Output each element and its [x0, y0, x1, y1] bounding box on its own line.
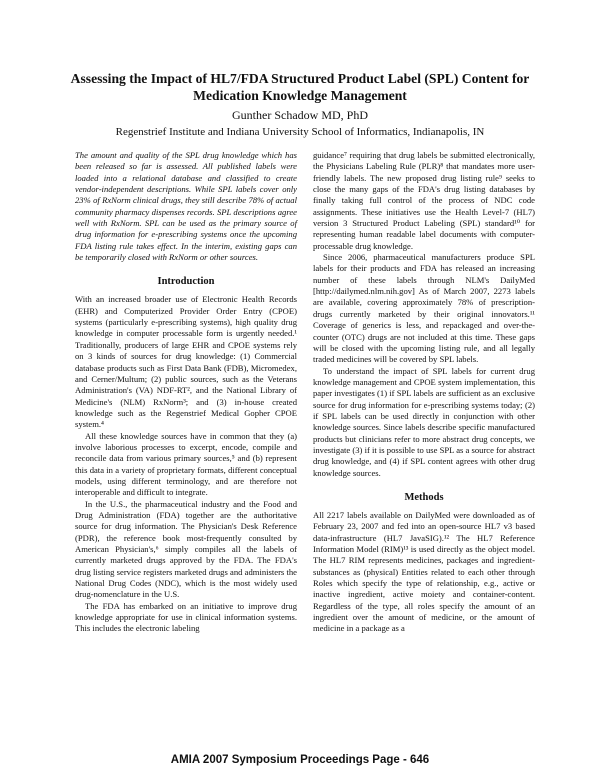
intro-paragraph: With an increased broader use of Electronic Health Records (EHR) and Computerized Provider Order Entry (CPOE) systems (particularly e-prescribing systems), high quality drug knowledge in computer processable form is urgently needed.¹ Traditionally, producers of large EHR and CPOE systems rely on 3 kinds of sources for drug knowledge: (1) Commercial database products such as First Data Bank (FDB), Micromedex, and Cerner/Multum; (2) public sources, such as the Veterans Administration's (VA) NDF-RT², and the National Library of Medicine's (NLM) RxNorm³; and (3) in-house created knowledge such as the Regenstrief Medical Gopher CPOE system.⁴: [75, 294, 297, 430]
page-footer: AMIA 2007 Symposium Proceedings Page - 646: [170, 754, 430, 766]
body-paragraph: To understand the impact of SPL labels for current drug knowledge management and CPOE system implementation, this paper investigates (1) if SPL labels are sufficient as an exclusive source for drug information for e-prescribing systems today; (2) if SPL labels can be used directly in conjunction with other knowledge sources. Since labels describe specific manufactured products but clinicians refer to more abstract drug concepts, we investigate (3) if it is possible to use SPL as a source for abstract drug knowledge, and (4) if SPL content agrees with other drug knowledge sources.: [313, 365, 535, 478]
author-line: Gunther Schadow MD, PhD: [232, 108, 368, 122]
methods-heading: Methods: [404, 491, 444, 503]
intro-paragraph: In the U.S., the pharmaceutical industry and the Food and Drug Administration (FDA) together are the authoritative source for drug information. The Physician's Desk Reference (PDR), the reference book most-frequently consulted by American Physician's,⁶ simply compiles all the labels of currently marketed drugs approved by the FDA. The FDA's drug listing service registers marketed drugs and administers the National Drug Codes (NDC), which is the most widely used drug-nomenclature in the U.S.: [75, 498, 297, 600]
methods-paragraph: All 2217 labels available on DailyMed were downloaded as of February 23, 2007 and fed into an open-source HL7 v3 based data-infrastructure (HL7 JavaSIG).¹² The HL7 Reference Information Model (RIM)¹³ is used directly as the object model. The HL7 RIM represents medicines, packages and ingredient-substances as (physical) Entities related to each other through Roles which specify the type of relationship, e.g., active or inactive ingredient, active moiety and container-content. Regardless of the type, all roles specify the amount of an ingredient over the amount of medicine, or the amount of medicine in a package as a: [313, 509, 535, 634]
introduction-heading: Introduction: [157, 276, 215, 288]
affiliation-line: Regenstrief Institute and Indiana University School of Informatics, Indianapolis, IN: [115, 126, 485, 138]
abstract-paragraph: The amount and quality of the SPL drug knowledge which has been released so far is assessed. All published labels were loaded into a relational database and classified to create vendor-independent descriptions. While SPL labels cover only 23% of RxNorm clinical drugs, they still describe 78% of actual community pharmacy dispenses records. SPL descriptions agree well with RxNorm. SPL can be used as the primary source of drug information for e-prescribing systems once the upcoming FDA listing rule takes effect. In the interim, existing gaps can be temporarily closed with RxNorm or other sources.: [75, 150, 297, 263]
right-column: [313, 150, 535, 635]
intro-paragraph: The FDA has embarked on an initiative to improve drug knowledge appropriate for use in clinical information systems. This includes the electronic labeling: [75, 600, 297, 634]
left-column: [75, 150, 297, 635]
body-paragraph: guidance⁷ requiring that drug labels be submitted electronically, the Physicians Labeling Rule (PLR)⁸ that mandates more user-friendly labels. The new proposed drug listing rule⁹ seeks to close the many gaps of the FDA's drug listing databases by finally taking full control of the process of NDC code assignments. These initiatives use the Health Level-7 (HL7) version 3 Structured Product Labeling (SPL) standard¹⁰ for representing human readable label documents with computer-processable drug knowledge.: [313, 150, 535, 251]
paper-title: Assessing the Impact of HL7/FDA Structured Product Label (SPL) Content for Medication Knowledge Management: [70, 71, 530, 103]
body-paragraph: Since 2006, pharmaceutical manufacturers produce SPL labels for their products and FDA has released an increasing number of these labels through NLM's DailyMed [http://dailymed.nlm.nih.gov] As of March 2007, 2273 labels are available, covering approximately 78% of prescription-drugs currently marketed by their original innovators.¹¹ Coverage of generics is less, and repackaged and over-the-counter (OTC) drugs are not included at this time. These gaps will be closed with the upcoming listing rule, and all legally traded medicines will be covered by SPL labels.: [313, 252, 535, 365]
intro-paragraph: All these knowledge sources have in common that they (a) involve laborious processes to excerpt, encode, compile and reconcile data from various primary sources,⁵ and (b) represent this data in a variety of proprietary formats, different conceptual models, using different terminology, and are therefore not interoperable and difficult to integrate.: [75, 430, 297, 498]
